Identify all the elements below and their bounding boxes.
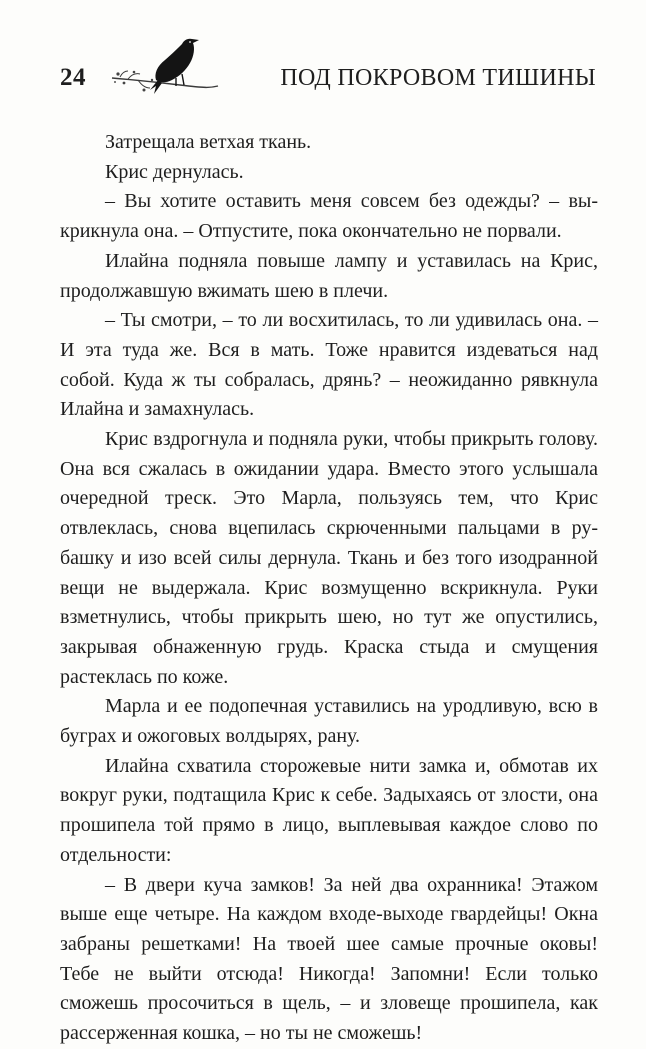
page-body-text [60,128,598,1049]
paragraph: Марла и ее подопечная уставились на уродливую, всю в буграх и ожоговых волдырях, рану. [60,695,598,748]
paragraph: Илайна подняла повыше лампу и уставилась на Крис, продолжавшую вжимать шею в плечи. [60,249,598,302]
paragraph: Затрещала ветхая ткань. [105,131,312,153]
page-header [0,0,646,110]
paragraph: – Ты смотри, – то ли восхитилась, то ли удивилась она. – И эта туда же. Вся в мать. Тоже нравится издеваться над собой. Куда ж ты собралась, дрянь? – неожиданно рявкнула Илайна и замахнулась. [60,309,598,421]
running-title: ПОД ПОКРОВОМ ТИШИНЫ [280,65,596,91]
page-number: 24 [60,64,86,91]
paragraph: Илайна схватила сторожевые нити замка и, обмотав их вокруг руки, подтащила Крис к себе. Задыхаясь от злости, она прошипела той прямо в лицо, выплевывая каждое слово по отдельности: [60,754,598,866]
paragraph: Крис дернулась. [105,160,244,183]
raven-on-branch-icon [110,30,220,102]
paragraph: Крис вздрогнула и подняла руки, чтобы прикрыть голову. Она вся сжалась в ожидании удара. Вместо этого услышала очередной треск. Это Марла, пользуясь тем, что Крис отвлеклась, снова вцепилась скрюченными пальцами в рубашку и изо всей силы дернула. Ткань и без того изодранной вещи не выдержала. Крис возмущенно вскрикнула. Руки взметнулись, чтобы прикрыть шею, но тут же опустились, закрывая обнаженную грудь. Краска стыда и смущения растеклась по коже. [60,428,598,688]
paragraph: – Вы хотите оставить меня совсем без одежды? – выкрикнула она. – Отпустите, пока окончательно не порвали. [60,190,598,243]
paragraph: – В двери куча замков! За ней два охранника! Этажом выше еще четыре. На каждом входе-выходе гвардейцы! Окна забраны решетками! На твоей шее самые прочные оковы! Тебе не выйти отсюда! Никогда! Запомни! Если только сможешь просочиться в щель, – и зловеще прошипела, как рассерженная кошка, – но ты не сможешь! [60,873,598,1045]
